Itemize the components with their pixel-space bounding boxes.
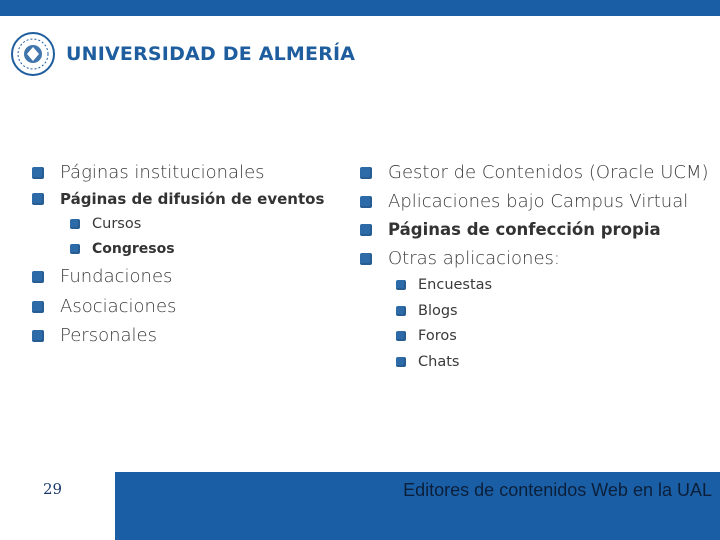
list-item <box>360 220 661 239</box>
university-seal-icon <box>10 31 56 77</box>
list-item <box>396 277 492 293</box>
list-item-label: Asociaciones <box>60 296 177 317</box>
square-bullet-icon <box>396 280 406 290</box>
square-bullet-icon <box>396 331 406 341</box>
square-bullet-icon <box>32 271 44 283</box>
list-item <box>32 296 176 317</box>
list-item <box>32 162 265 183</box>
footer-title: Editores de contenidos Web en la UAL <box>403 480 712 500</box>
list-item-label: Páginas de difusión de eventos <box>60 190 325 208</box>
square-bullet-icon <box>32 330 44 342</box>
list-item-label: Encuestas <box>418 277 493 293</box>
square-bullet-icon <box>70 219 80 229</box>
list-item <box>360 162 709 183</box>
square-bullet-icon <box>360 253 372 265</box>
list-item-label: Gestor de Contenidos (Oracle UCM) <box>388 162 709 183</box>
square-bullet-icon <box>360 196 372 208</box>
list-item-label: Páginas institucionales <box>60 162 265 183</box>
list-item-label: Fundaciones <box>60 266 173 287</box>
university-logo <box>10 26 355 82</box>
square-bullet-icon <box>32 193 44 205</box>
square-bullet-icon <box>70 244 80 254</box>
list-item-label: Personales <box>60 325 157 346</box>
square-bullet-icon <box>360 224 372 236</box>
square-bullet-icon <box>396 357 406 367</box>
square-bullet-icon <box>360 167 372 179</box>
top-accent-bar <box>0 0 720 16</box>
list-item <box>396 303 458 319</box>
list-item <box>32 325 157 346</box>
list-item <box>32 190 324 208</box>
square-bullet-icon <box>396 306 406 316</box>
list-item <box>70 216 141 232</box>
list-item-label: Páginas de confección propia <box>388 220 661 239</box>
list-item-label: Congresos <box>92 241 175 257</box>
list-item-label: Chats <box>418 354 460 370</box>
list-item-label: Otras aplicaciones: <box>388 248 560 269</box>
list-item-label: Cursos <box>92 216 142 232</box>
list-item <box>396 328 457 344</box>
list-item-label: Aplicaciones bajo Campus Virtual <box>388 191 689 212</box>
list-item <box>32 266 172 287</box>
list-item <box>360 191 688 212</box>
list-item <box>396 354 459 370</box>
university-name: UNIVERSIDAD DE ALMERÍA <box>66 43 356 65</box>
list-item <box>70 241 175 257</box>
square-bullet-icon <box>32 167 44 179</box>
list-item-label: Blogs <box>418 303 458 319</box>
list-item-label: Foros <box>418 328 457 344</box>
list-item <box>360 248 560 269</box>
square-bullet-icon <box>32 301 44 313</box>
page-number: 29 <box>43 480 63 498</box>
